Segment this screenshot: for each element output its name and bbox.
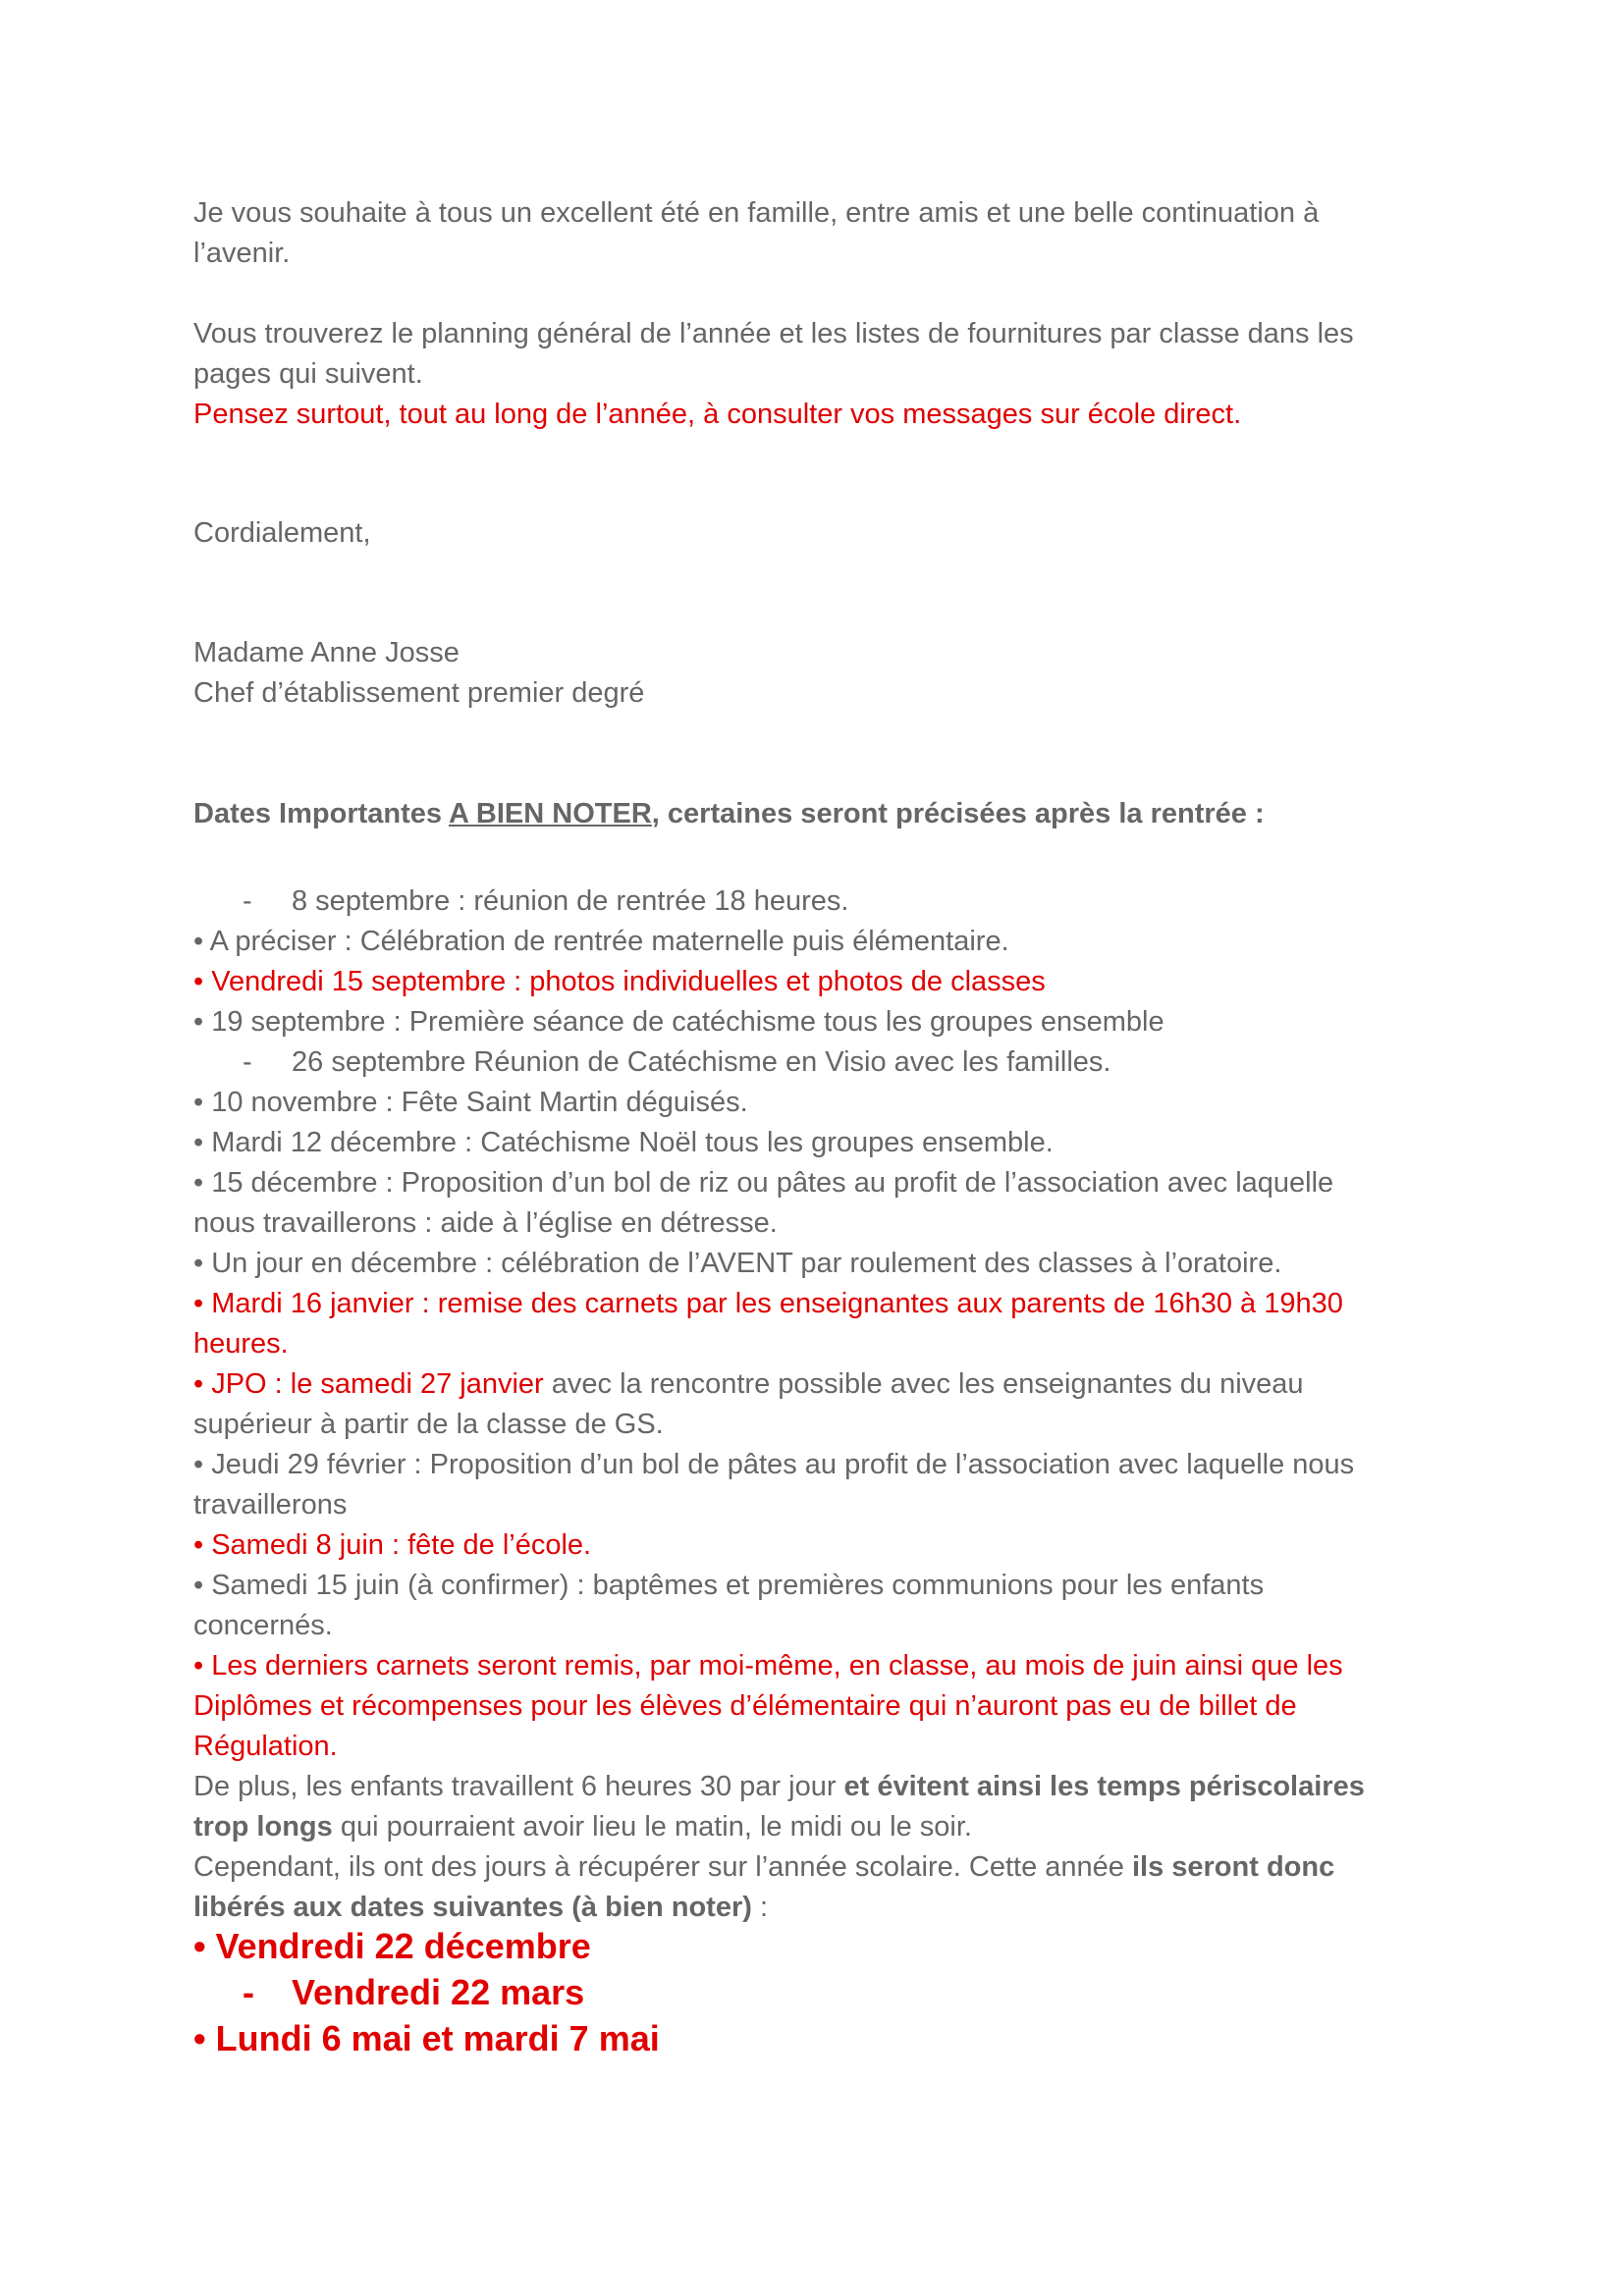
list-item: • Un jour en décembre : célébration de l’AVENT par roulement des classes à l’oratoire. bbox=[193, 1248, 1282, 1279]
list-item: Diplômes et récompenses pour les élèves d’élémentaire qui n’auront pas eu de billet de bbox=[193, 1690, 1297, 1722]
list-item: - 8 septembre : réunion de rentrée 18 heures. bbox=[193, 881, 1460, 922]
events-list bbox=[193, 881, 1460, 1928]
off-day-item: - Vendredi 22 mars bbox=[193, 1969, 1460, 2015]
list-item: • Les derniers carnets seront remis, par moi-même, en classe, au mois de juin ainsi que les bbox=[193, 1650, 1343, 1682]
off-day-item: • Lundi 6 mai et mardi 7 mai bbox=[193, 2018, 660, 2058]
heading-underlined: A BIEN NOTER bbox=[449, 798, 652, 829]
heading-part: Dates Importantes bbox=[193, 798, 449, 829]
dash-marker: - bbox=[243, 1046, 252, 1078]
intro-line: Vous trouverez le planning général de l’année et les listes de fournitures par classe dans les bbox=[193, 318, 1354, 349]
off-day-item: • Vendredi 22 décembre bbox=[193, 1926, 591, 1966]
dates-heading bbox=[193, 794, 1460, 834]
signature-role: Chef d’établissement premier degré bbox=[193, 677, 645, 709]
reminder-line: Pensez surtout, tout au long de l’année, à consulter vos messages sur école direct. bbox=[193, 399, 1242, 430]
list-item: travaillerons bbox=[193, 1489, 348, 1521]
list-item: • Samedi 15 juin (à confirmer) : baptêmes et premières communions pour les enfants bbox=[193, 1570, 1265, 1601]
off-days-list bbox=[193, 1923, 1460, 2061]
list-item: • 19 septembre : Première séance de catéchisme tous les groupes ensemble bbox=[193, 1006, 1164, 1038]
list-item: • 15 décembre : Proposition d’un bol de riz ou pâtes au profit de l’association avec laquelle bbox=[193, 1167, 1334, 1199]
list-item: • Vendredi 15 septembre : photos individuelles et photos de classes bbox=[193, 966, 1046, 997]
intro-line: l’avenir. bbox=[193, 238, 291, 269]
schedule-line: trop longs qui pourraient avoir lieu le matin, le midi ou le soir. bbox=[193, 1811, 972, 1842]
list-item: - 26 septembre Réunion de Catéchisme en Visio avec les familles. bbox=[193, 1042, 1460, 1083]
list-item: • A préciser : Célébration de rentrée maternelle puis élémentaire. bbox=[193, 926, 1009, 957]
list-item: • Samedi 8 juin : fête de l’école. bbox=[193, 1529, 592, 1561]
list-item: Régulation. bbox=[193, 1731, 338, 1762]
planning-section bbox=[193, 314, 1460, 435]
list-item: nous travaillerons : aide à l’église en détresse. bbox=[193, 1207, 778, 1239]
list-item: • JPO : le samedi 27 janvier avec la rencontre possible avec les enseignantes du niveau bbox=[193, 1368, 1304, 1400]
list-item: • Mardi 12 décembre : Catéchisme Noël tous les groupes ensemble. bbox=[193, 1127, 1054, 1158]
intro-section bbox=[193, 193, 1460, 274]
closing-section bbox=[193, 513, 1460, 554]
list-item: • Mardi 16 janvier : remise des carnets par les enseignantes aux parents de 16h30 à 19h30 bbox=[193, 1288, 1343, 1319]
list-item: concernés. bbox=[193, 1610, 333, 1641]
dash-marker: - bbox=[243, 1972, 254, 2012]
list-item: heures. bbox=[193, 1328, 289, 1360]
schedule-line: libérés aux dates suivantes (à bien noter) : bbox=[193, 1892, 769, 1923]
signature-block bbox=[193, 633, 1460, 714]
list-item: supérieur à partir de la classe de GS. bbox=[193, 1409, 664, 1440]
schedule-line: De plus, les enfants travaillent 6 heures 30 par jour et évitent ainsi les temps périscolaires bbox=[193, 1771, 1365, 1802]
heading-part: , certaines seront précisées après la rentrée : bbox=[651, 798, 1265, 829]
list-item: • 10 novembre : Fête Saint Martin déguisés. bbox=[193, 1087, 748, 1118]
dash-marker: - bbox=[243, 885, 252, 917]
schedule-line: Cependant, ils ont des jours à récupérer sur l’année scolaire. Cette année ils seront donc bbox=[193, 1851, 1335, 1883]
closing-text: Cordialement, bbox=[193, 517, 371, 549]
signature-name: Madame Anne Josse bbox=[193, 637, 460, 668]
intro-line: Je vous souhaite à tous un excellent été en famille, entre amis et une belle continuation à bbox=[193, 197, 1320, 229]
intro-line: pages qui suivent. bbox=[193, 358, 423, 390]
list-item: • Jeudi 29 février : Proposition d’un bol de pâtes au profit de l’association avec laquelle nous bbox=[193, 1449, 1355, 1480]
